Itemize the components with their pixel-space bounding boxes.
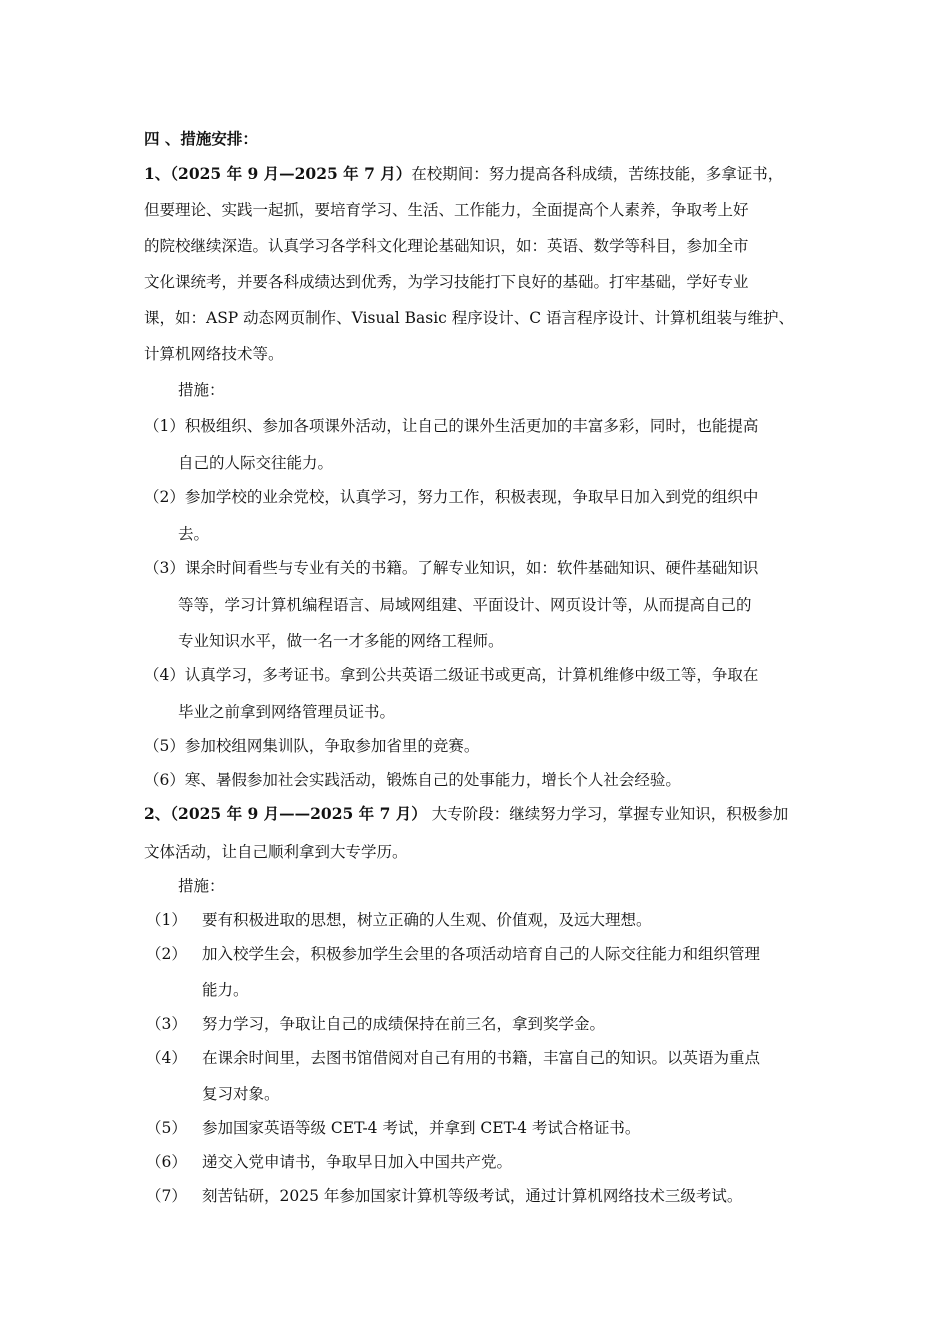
stage2-item-number: （1） xyxy=(146,911,187,929)
stage2-item-number: （3） xyxy=(146,1015,187,1033)
stage1-heading-line xyxy=(144,162,783,184)
stage2-item-text: 加入校学生会，积极参加学生会里的各项活动培育自己的人际交往能力和组织管理 xyxy=(202,945,761,963)
stage2-item-text: 参加国家英语等级 CET-4 考试，并拿到 CET-4 考试合格证书。 xyxy=(202,1119,641,1137)
stage2-heading-line xyxy=(144,802,788,824)
stage2-item-text: 刻苦钻研，2025 年参加国家计算机等级考试，通过计算机网络技术三级考试。 xyxy=(202,1187,743,1205)
stage1-measure-item-cont: 去。 xyxy=(178,525,210,543)
stage2-item-text: 递交入党申请书，争取早日加入中国共产党。 xyxy=(202,1153,513,1171)
stage1-measure-item: （5）参加校组网集训队，争取参加省里的竞赛。 xyxy=(144,737,480,755)
stage1-measure-item-cont: 毕业之前拿到网络管理员证书。 xyxy=(178,703,396,721)
stage1-prefix: 1、（2025 年 9 月—2025 年 7 月） xyxy=(144,164,412,183)
stage2-item-text: 在课余时间里，去图书馆借阅对自己有用的书籍，丰富自己的知识。以英语为重点 xyxy=(202,1049,761,1067)
stage2-item-number: （6） xyxy=(146,1153,187,1171)
stage1-text-line: 文化课统考，并要各科成绩达到优秀，为学习技能打下良好的基础。打牢基础，学好专业 xyxy=(144,273,749,291)
stage2-item-number: （7） xyxy=(146,1187,187,1205)
stage2-item-text-cont: 能力。 xyxy=(202,981,249,999)
stage1-measure-item-cont: 自己的人际交往能力。 xyxy=(178,454,334,472)
stage1-measure-item: （2）参加学校的业余党校，认真学习，努力工作，积极表现，争取早日加入到党的组织中 xyxy=(144,488,759,506)
stage1-measure-item: （6）寒、暑假参加社会实践活动，锻炼自己的处事能力，增长个人社会经验。 xyxy=(144,771,681,789)
stage1-measure-item-cont: 等等，学习计算机编程语言、局域网组建、平面设计、网页设计等，从而提高自己的 xyxy=(178,596,752,614)
stage1-measure-item-cont: 专业知识水平，做一名一才多能的网络工程师。 xyxy=(178,632,504,650)
section-title: 四 、措施安排： xyxy=(144,129,258,148)
stage2-item-number: （5） xyxy=(146,1119,187,1137)
stage2-text-line: 文体活动，让自己顺利拿到大专学历。 xyxy=(144,843,408,861)
stage2-item-text: 要有积极进取的思想，树立正确的人生观、价值观，及远大理想。 xyxy=(202,911,652,929)
stage2-item-number: （2） xyxy=(146,945,187,963)
stage1-text-line: 计算机网络技术等。 xyxy=(144,345,284,363)
stage1-text-line: 在校期间：努力提高各科成绩，苦练技能，多拿证书， xyxy=(411,165,784,183)
stage2-text-line: 大专阶段：继续努力学习，掌握专业知识，积极参加 xyxy=(426,805,789,823)
stage1-measure-item: （4）认真学习，多考证书。拿到公共英语二级证书或更高，计算机维修中级工等，争取在 xyxy=(144,666,759,684)
stage2-item-text: 努力学习，争取让自己的成绩保持在前三名，拿到奖学金。 xyxy=(202,1015,606,1033)
stage1-measure-item: （1）积极组织、参加各项课外活动，让自己的课外生活更加的丰富多彩，同时，也能提高 xyxy=(144,417,759,435)
stage1-text-line: 课，如：ASP 动态网页制作、Visual Basic 程序设计、C 语言程序设计、计算机组装与维护、 xyxy=(144,309,795,327)
stage2-prefix: 2、（2025 年 9 月——2025 年 7 月） xyxy=(144,804,427,823)
stage2-item-text-cont: 复习对象。 xyxy=(202,1085,280,1103)
stage1-measure-item: （3）课余时间看些与专业有关的书籍。了解专业知识，如：软件基础知识、硬件基础知识 xyxy=(144,559,759,577)
stage1-text-line: 但要理论、实践一起抓，要培育学习、生活、工作能力，全面提高个人素养，争取考上好 xyxy=(144,201,749,219)
stage1-text-line: 的院校继续深造。认真学习各学科文化理论基础知识，如：英语、数学等科目，参加全市 xyxy=(144,237,749,255)
stage1-measures-label: 措施： xyxy=(178,381,225,399)
stage2-measures-label: 措施： xyxy=(178,877,225,895)
stage2-item-number: （4） xyxy=(146,1049,187,1067)
